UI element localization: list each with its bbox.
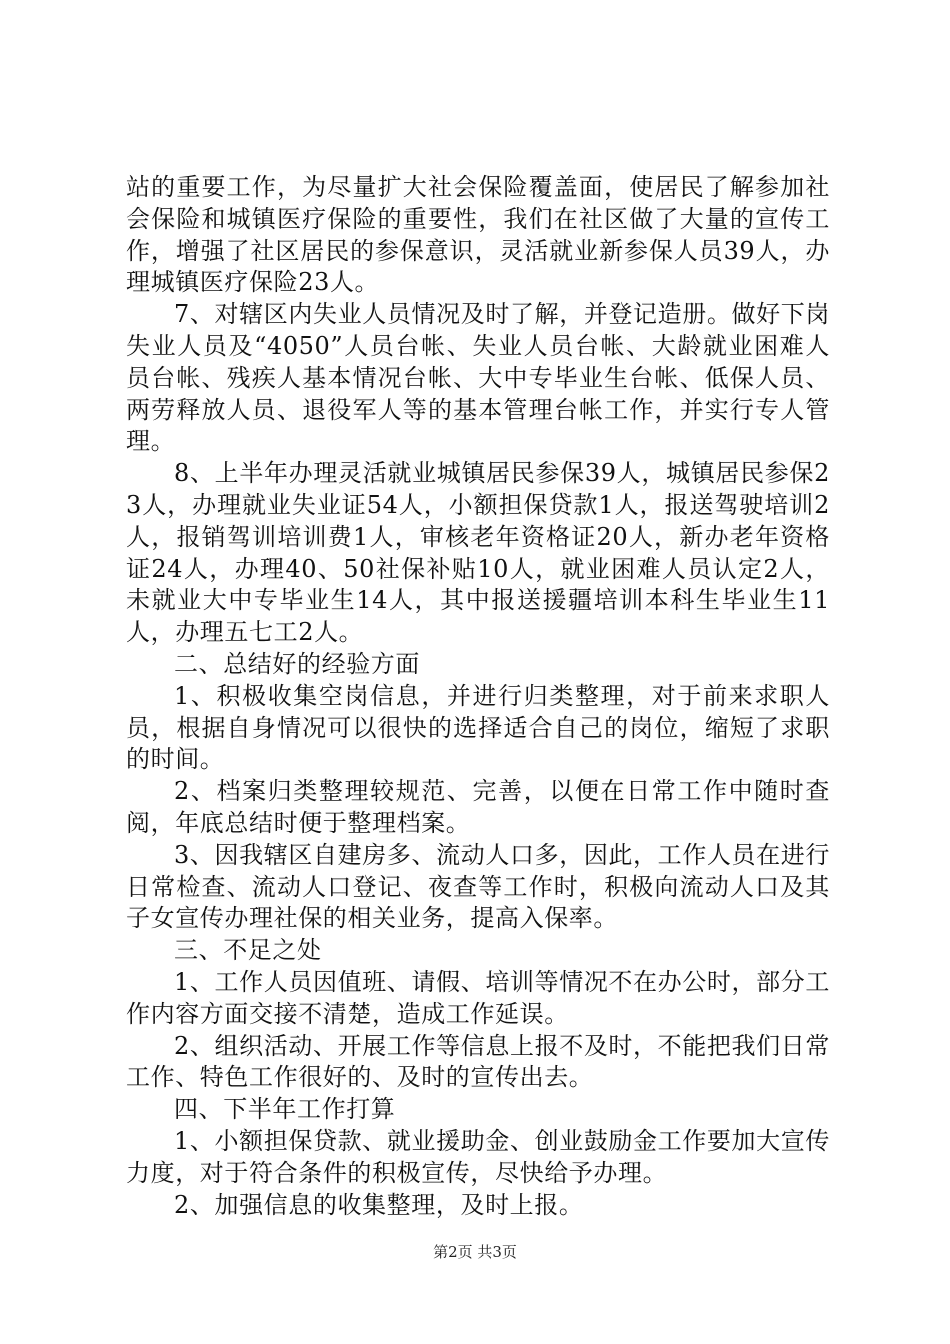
paragraph-shortcoming-2: 2、组织活动、开展工作等信息上报不及时，不能把我们日常工作、特色工作很好的、及时的宣传出去。 (126, 1031, 830, 1092)
paragraph-experience-3: 3、因我辖区自建房多、流动人口多，因此，工作人员在进行日常检查、流动人口登记、夜查等工作时，积极向流动人口及其子女宣传办理社保的相关业务，提高入保率。 (126, 840, 830, 933)
section-heading-experience: 二、总结好的经验方面 (174, 649, 420, 678)
page-number-label: 第2页 共3页 (433, 1243, 517, 1261)
section-heading-plans: 四、下半年工作打算 (174, 1095, 396, 1124)
document-body (126, 172, 830, 1221)
section-heading-shortcomings: 三、不足之处 (174, 936, 322, 965)
paragraph-plan-1: 1、小额担保贷款、就业援助金、创业鼓励金工作要加大宣传力度，对于符合条件的积极宣传，尽快给予办理。 (126, 1126, 830, 1187)
paragraph-experience-2: 2、档案归类整理较规范、完善，以便在日常工作中随时查阅，年底总结时便于整理档案。 (126, 777, 830, 837)
paragraph-plan-2: 2、加强信息的收集整理，及时上报。 (174, 1190, 584, 1219)
paragraph-item-7: 7、对辖区内失业人员情况及时了解，并登记造册。做好下岗失业人员及“4050”人员台帐、失业人员台帐、大龄就业困难人员台帐、残疾人基本情况台帐、大中专毕业生台帐、低保人员、两劳释放人员、退役军人等的基本管理台帐工作，并实行专人管理。 (126, 300, 830, 456)
paragraph-item-8: 8、上半年办理灵活就业城镇居民参保39人，城镇居民参保23人，办理就业失业证54人，小额担保贷款1人，报送驾驶培训2人，报销驾训培训费1人，审核老年资格证20人，新办老年资格证24人，办理40、50社保补贴10人，就业困难人员认定2人，未就业大中专毕业生14人，其中报送援疆培训本科生毕业生11人，办理五七工2人。 (126, 459, 830, 647)
page-footer (0, 1242, 950, 1262)
paragraph-shortcoming-1: 1、工作人员因值班、请假、培训等情况不在办公时，部分工作内容方面交接不清楚，造成工作延误。 (126, 967, 830, 1028)
paragraph-experience-1: 1、积极收集空岗信息，并进行归类整理，对于前来求职人员，根据自身情况可以很快的选择适合自己的岗位，缩短了求职的时间。 (126, 681, 830, 774)
paragraph-continuation: 站的重要工作，为尽量扩大社会保险覆盖面，使居民了解参加社会保险和城镇医疗保险的重要性，我们在社区做了大量的宣传工作，增强了社区居民的参保意识，灵活就业新参保人员39人，办理城镇医疗保险23人。 (126, 173, 830, 297)
